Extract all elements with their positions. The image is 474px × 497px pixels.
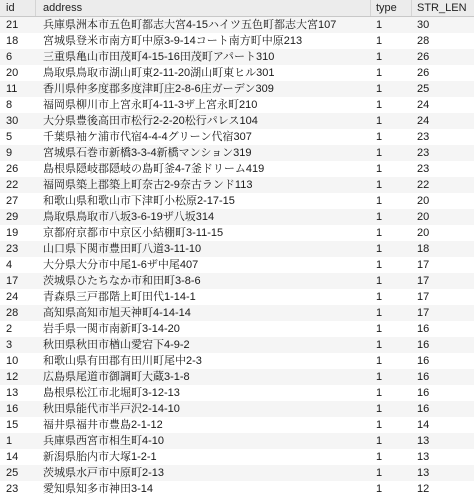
table-row[interactable] bbox=[0, 369, 474, 385]
cell-address[interactable]: 鳥取県鳥取市八坂3-6-19ザ八坂314 bbox=[43, 211, 215, 223]
cell-type[interactable]: 1 bbox=[376, 339, 383, 351]
table-row[interactable] bbox=[0, 33, 474, 49]
cell-type[interactable]: 1 bbox=[376, 451, 383, 463]
cell-address[interactable]: 新潟県胎内市大塚1-2-1 bbox=[43, 451, 157, 463]
cell-str-len[interactable]: 17 bbox=[417, 259, 430, 271]
cell-id[interactable]: 28 bbox=[6, 307, 19, 319]
cell-str-len[interactable]: 13 bbox=[417, 451, 430, 463]
cell-address[interactable]: 和歌山県和歌山市下津町小松原2-17-15 bbox=[43, 195, 235, 207]
cell-type[interactable]: 1 bbox=[376, 483, 383, 495]
cell-str-len[interactable]: 28 bbox=[417, 35, 430, 47]
table-row[interactable] bbox=[0, 81, 474, 97]
cell-type[interactable]: 1 bbox=[376, 387, 383, 399]
table-row[interactable] bbox=[0, 129, 474, 145]
cell-address[interactable]: 宮城県登米市南方町中原3-9-14コート南方町中原213 bbox=[43, 35, 303, 47]
cell-address[interactable]: 秋田県能代市半戸沢2-14-10 bbox=[43, 403, 180, 415]
table-row[interactable] bbox=[0, 417, 474, 433]
cell-type[interactable]: 1 bbox=[376, 35, 383, 47]
cell-type[interactable]: 1 bbox=[376, 307, 383, 319]
cell-type[interactable]: 1 bbox=[376, 403, 383, 415]
cell-type[interactable]: 1 bbox=[376, 259, 383, 271]
table-row[interactable] bbox=[0, 49, 474, 65]
cell-str-len[interactable]: 16 bbox=[417, 371, 430, 383]
cell-address[interactable]: 秋田県秋田市楢山愛宕下4-9-2 bbox=[43, 339, 190, 351]
column-header-str-len[interactable]: STR_LEN bbox=[417, 2, 467, 14]
table-row[interactable] bbox=[0, 353, 474, 369]
cell-id[interactable]: 11 bbox=[6, 83, 18, 95]
cell-address[interactable]: 福岡県築上郡築上町奈古2-9奈古ランド113 bbox=[43, 179, 253, 191]
table-row[interactable] bbox=[0, 161, 474, 177]
cell-str-len[interactable]: 17 bbox=[417, 307, 430, 319]
table-row[interactable] bbox=[0, 481, 474, 497]
table-row[interactable] bbox=[0, 465, 474, 481]
cell-address[interactable]: 福井県福井市豊島2-1-12 bbox=[43, 419, 163, 431]
cell-type[interactable]: 1 bbox=[376, 211, 383, 223]
cell-id[interactable]: 23 bbox=[6, 483, 19, 495]
cell-address[interactable]: 宮城県石巻市新橋3-3-4新橋マンション319 bbox=[43, 147, 252, 159]
cell-type[interactable]: 1 bbox=[376, 131, 383, 143]
cell-id[interactable]: 18 bbox=[6, 35, 19, 47]
cell-id[interactable]: 22 bbox=[6, 179, 19, 191]
cell-id[interactable]: 4 bbox=[6, 259, 13, 271]
cell-id[interactable]: 23 bbox=[6, 243, 19, 255]
table-row[interactable] bbox=[0, 145, 474, 161]
cell-address[interactable]: 茨城県水戸市中原町2-13 bbox=[43, 467, 165, 479]
cell-id[interactable]: 2 bbox=[6, 323, 13, 335]
cell-str-len[interactable]: 18 bbox=[417, 243, 430, 255]
cell-id[interactable]: 13 bbox=[6, 387, 19, 399]
table-row[interactable] bbox=[0, 177, 474, 193]
cell-address[interactable]: 兵庫県西宮市相生町4-10 bbox=[43, 435, 165, 447]
cell-str-len[interactable]: 23 bbox=[417, 147, 430, 159]
cell-id[interactable]: 1 bbox=[6, 435, 13, 447]
column-header-address[interactable]: address bbox=[36, 0, 371, 16]
cell-type[interactable]: 1 bbox=[376, 371, 383, 383]
cell-str-len[interactable]: 13 bbox=[417, 435, 430, 447]
cell-str-len[interactable]: 22 bbox=[417, 179, 430, 191]
cell-address[interactable]: 和歌山県有田郡有田川町尾中2-3 bbox=[43, 355, 202, 367]
cell-type[interactable]: 1 bbox=[376, 419, 383, 431]
cell-str-len[interactable]: 20 bbox=[417, 211, 430, 223]
cell-id[interactable]: 20 bbox=[6, 67, 19, 79]
table-row[interactable] bbox=[0, 321, 474, 337]
cell-str-len[interactable]: 16 bbox=[417, 323, 430, 335]
cell-type[interactable]: 1 bbox=[376, 115, 383, 127]
cell-address[interactable]: 青森県三戸郡階上町田代1-14-1 bbox=[43, 291, 196, 303]
cell-address[interactable]: 福岡県柳川市上宮永町4-11-3ザ上宮永町210 bbox=[43, 99, 258, 111]
cell-str-len[interactable]: 20 bbox=[417, 195, 430, 207]
header-row bbox=[0, 0, 474, 17]
cell-type[interactable]: 1 bbox=[376, 163, 383, 175]
cell-str-len[interactable]: 24 bbox=[417, 99, 430, 111]
table-row[interactable] bbox=[0, 305, 474, 321]
cell-str-len[interactable]: 13 bbox=[417, 467, 430, 479]
cell-address[interactable]: 茨城県ひたちなか市和田町3-8-6 bbox=[43, 275, 201, 287]
cell-str-len[interactable]: 26 bbox=[417, 51, 430, 63]
cell-str-len[interactable]: 25 bbox=[417, 83, 430, 95]
cell-address[interactable]: 大分県大分市中尾1-6ザ中尾407 bbox=[43, 259, 199, 271]
cell-address[interactable]: 高知県高知市旭天神町4-14-14 bbox=[43, 307, 191, 319]
cell-type[interactable]: 1 bbox=[376, 195, 383, 207]
table-row[interactable] bbox=[0, 65, 474, 81]
column-header-id[interactable]: id bbox=[0, 0, 36, 16]
table-row[interactable] bbox=[0, 97, 474, 113]
cell-address[interactable]: 三重県亀山市田茂町4-15-16田茂町アパート310 bbox=[43, 51, 275, 63]
cell-address[interactable]: 岩手県一関市南新町3-14-20 bbox=[43, 323, 180, 335]
cell-str-len[interactable]: 23 bbox=[417, 163, 430, 175]
cell-address[interactable]: 島根県隠岐郡隠岐の島町釜4-7釜ドリーム419 bbox=[43, 163, 265, 175]
table-row[interactable] bbox=[0, 337, 474, 353]
table-row[interactable] bbox=[0, 257, 474, 273]
cell-id[interactable]: 12 bbox=[6, 371, 19, 383]
cell-id[interactable]: 14 bbox=[6, 451, 19, 463]
cell-address[interactable]: 兵庫県洲本市五色町都志大宮4-15ハイツ五色町都志大宮107 bbox=[43, 19, 337, 31]
cell-address[interactable]: 京都府京都市中京区小結棚町3-11-15 bbox=[43, 227, 224, 239]
table-row[interactable] bbox=[0, 241, 474, 257]
cell-type[interactable]: 1 bbox=[376, 179, 383, 191]
cell-id[interactable]: 29 bbox=[6, 211, 19, 223]
cell-type[interactable]: 1 bbox=[376, 275, 383, 287]
cell-id[interactable]: 25 bbox=[6, 467, 19, 479]
cell-id[interactable]: 17 bbox=[6, 275, 19, 287]
cell-str-len[interactable]: 14 bbox=[417, 419, 430, 431]
cell-id[interactable]: 21 bbox=[6, 19, 19, 31]
table-row[interactable] bbox=[0, 449, 474, 465]
table-row[interactable] bbox=[0, 209, 474, 225]
cell-id[interactable]: 8 bbox=[6, 99, 13, 111]
cell-id[interactable]: 9 bbox=[6, 147, 13, 159]
cell-type[interactable]: 1 bbox=[376, 435, 383, 447]
cell-type[interactable]: 1 bbox=[376, 291, 383, 303]
table-row[interactable] bbox=[0, 433, 474, 449]
cell-str-len[interactable]: 16 bbox=[417, 387, 430, 399]
cell-type[interactable]: 1 bbox=[376, 227, 383, 239]
cell-str-len[interactable]: 17 bbox=[417, 275, 430, 287]
cell-id[interactable]: 10 bbox=[6, 355, 19, 367]
cell-type[interactable]: 1 bbox=[376, 355, 383, 367]
table-row[interactable] bbox=[0, 289, 474, 305]
cell-id[interactable]: 16 bbox=[6, 403, 19, 415]
cell-address[interactable]: 愛知県知多市神田3-14 bbox=[43, 483, 154, 495]
cell-str-len[interactable]: 30 bbox=[417, 19, 430, 31]
table-row[interactable] bbox=[0, 401, 474, 417]
cell-str-len[interactable]: 16 bbox=[417, 403, 430, 415]
cell-address[interactable]: 広島県尾道市御調町大蔵3-1-8 bbox=[43, 371, 190, 383]
cell-str-len[interactable]: 16 bbox=[417, 355, 430, 367]
cell-id[interactable]: 15 bbox=[6, 419, 19, 431]
cell-type[interactable]: 1 bbox=[376, 99, 383, 111]
cell-id[interactable]: 30 bbox=[6, 115, 19, 127]
table-row[interactable] bbox=[0, 385, 474, 401]
cell-type[interactable]: 1 bbox=[376, 467, 383, 479]
cell-address[interactable]: 香川県仲多度郡多度津町庄2-8-6庄ガーデン309 bbox=[43, 83, 274, 95]
table-row[interactable] bbox=[0, 193, 474, 209]
table-row[interactable] bbox=[0, 273, 474, 289]
table-row[interactable] bbox=[0, 113, 474, 129]
cell-type[interactable]: 1 bbox=[376, 243, 383, 255]
cell-str-len[interactable]: 24 bbox=[417, 115, 430, 127]
cell-type[interactable]: 1 bbox=[376, 67, 383, 79]
cell-id[interactable]: 5 bbox=[6, 131, 13, 143]
cell-str-len[interactable]: 20 bbox=[417, 227, 430, 239]
cell-id[interactable]: 19 bbox=[6, 227, 19, 239]
cell-type[interactable]: 1 bbox=[376, 323, 383, 335]
cell-address[interactable]: 大分県豊後高田市松行2-2-20松行パレス104 bbox=[43, 115, 258, 127]
cell-type[interactable]: 1 bbox=[376, 147, 383, 159]
cell-address[interactable]: 島根県松江市北堀町3-12-13 bbox=[43, 387, 180, 399]
cell-str-len[interactable]: 16 bbox=[417, 339, 430, 351]
table-row[interactable] bbox=[0, 17, 474, 33]
cell-str-len[interactable]: 12 bbox=[417, 483, 430, 495]
cell-id[interactable]: 3 bbox=[6, 339, 13, 351]
cell-type[interactable]: 1 bbox=[376, 19, 383, 31]
cell-type[interactable]: 1 bbox=[376, 51, 383, 63]
table-row[interactable] bbox=[0, 225, 474, 241]
cell-address[interactable]: 山口県下関市豊田町八道3-11-10 bbox=[43, 243, 202, 255]
cell-address[interactable]: 千葉県袖ケ浦市代宿4-4-4グリーン代宿307 bbox=[43, 131, 252, 143]
cell-type[interactable]: 1 bbox=[376, 83, 383, 95]
cell-id[interactable]: 27 bbox=[6, 195, 19, 207]
cell-id[interactable]: 6 bbox=[6, 51, 13, 63]
cell-str-len[interactable]: 17 bbox=[417, 291, 430, 303]
cell-address[interactable]: 鳥取県鳥取市湖山町東2-11-20湖山町東ヒル301 bbox=[43, 67, 275, 79]
cell-str-len[interactable]: 26 bbox=[417, 67, 430, 79]
cell-str-len[interactable]: 23 bbox=[417, 131, 430, 143]
column-header-type[interactable]: type bbox=[371, 0, 412, 16]
cell-id[interactable]: 26 bbox=[6, 163, 19, 175]
cell-id[interactable]: 24 bbox=[6, 291, 19, 303]
